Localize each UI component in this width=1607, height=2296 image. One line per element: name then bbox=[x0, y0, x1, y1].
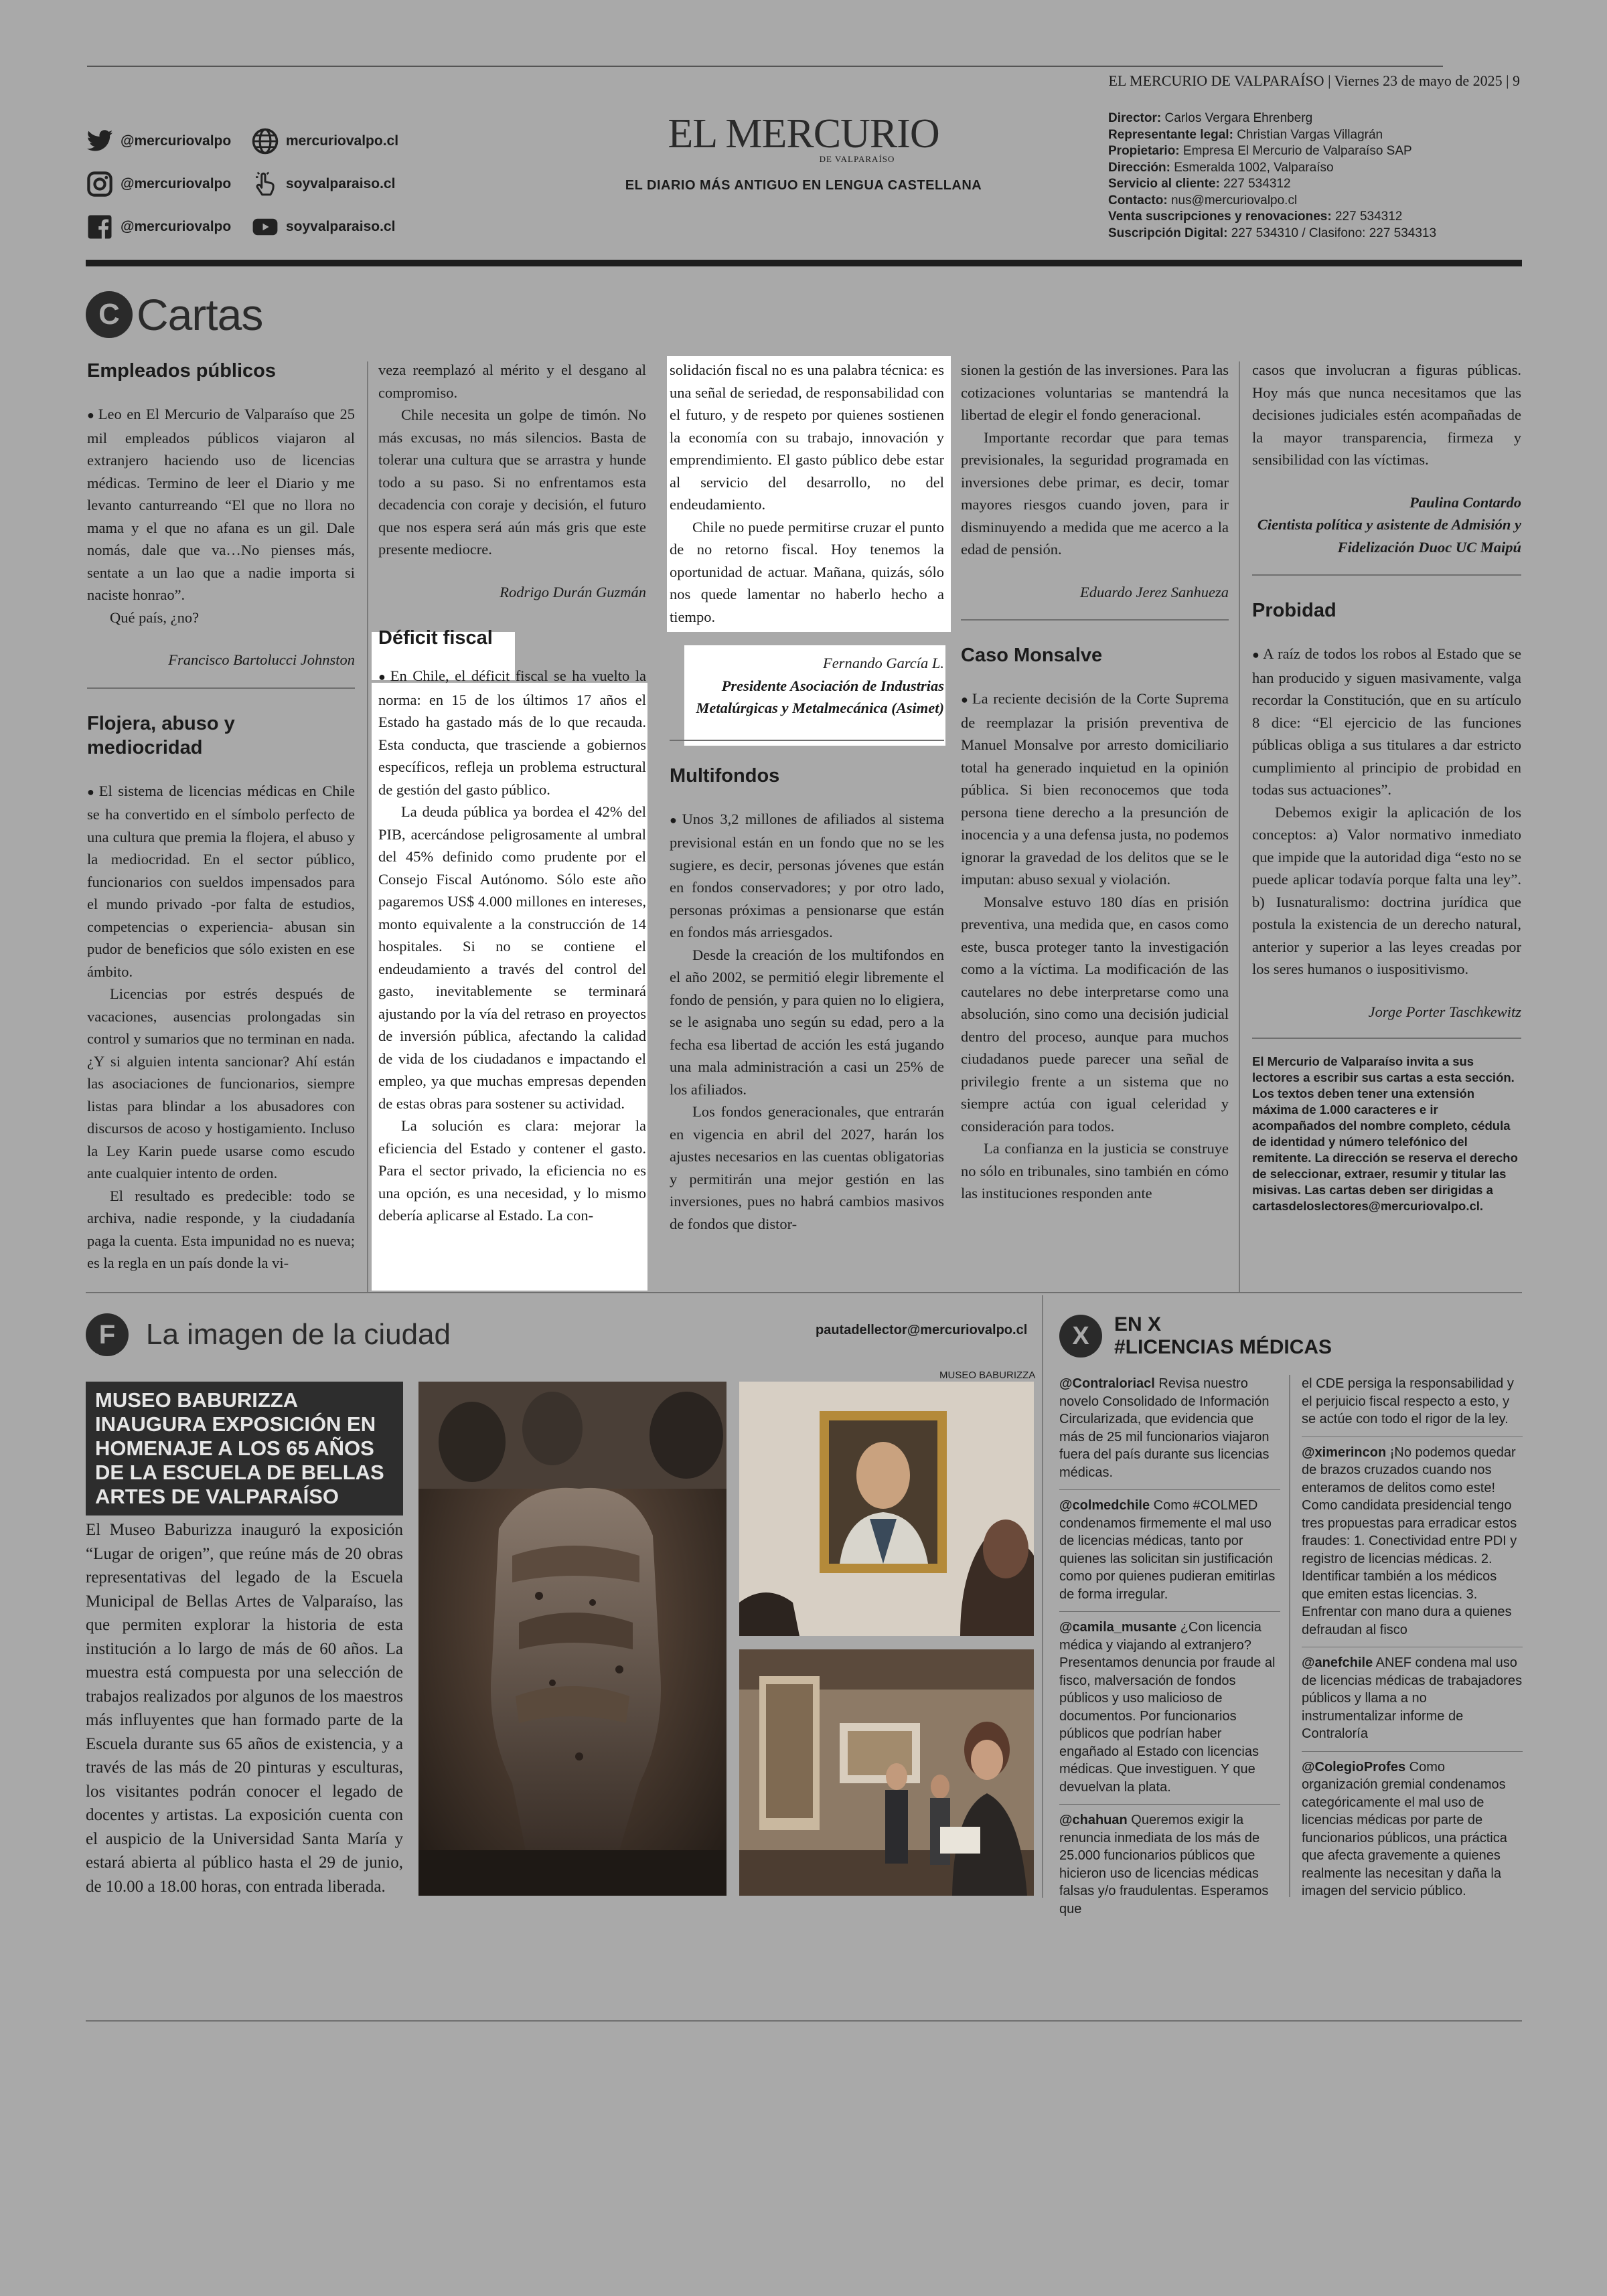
enx-title-line2: #LICENCIAS MÉDICAS bbox=[1114, 1336, 1332, 1358]
separator bbox=[87, 687, 355, 689]
folio: EL MERCURIO DE VALPARAÍSO | Viernes 23 de mayo de 2025 | 9 bbox=[1108, 72, 1520, 89]
letter-heading: Multifondos bbox=[670, 764, 780, 787]
staff-line: Suscripción Digital: 227 534310 / Clasifono: 227 534313 bbox=[1108, 226, 1437, 240]
submission-notice: El Mercurio de Valparaíso invita a sus lectores a escribir sus cartas a esta sección. Los textos deben tener una extensión máxima de 1.000 caracteres e ir acompañados del nombre completo, cédula de identidad y número telefónico del remitente. La dirección se reserva el derecho de seleccionar, extraer, resumir y titular las misivas. Las cartas deben ser dirigidas a cartasdeloslectores@mercuriovalpo.cl. bbox=[1252, 1054, 1518, 1213]
header-thick-rule bbox=[86, 260, 1522, 266]
letter-signature-title: Presidente Asociación de Industrias Metalúrgicas y Metalmecánica (Asimet) bbox=[696, 677, 944, 716]
tweet bbox=[1059, 1375, 1280, 1490]
tweet bbox=[1302, 1758, 1523, 1908]
letter-paragraph: Chile no puede permitirse cruzar el punto de no retorno fiscal. Hoy tenemos la oportunidad de actuar. Mañana, quizás, sólo nos quede lamentar no haberlo hecho a tiempo. bbox=[670, 518, 944, 625]
tweet-text: Queremos exigir la renuncia inmediata de los más de 25.000 funcionarios públicos que hicieron uso de licencias médicas falsas y/o fraudulentas. Esperamos que bbox=[1059, 1813, 1269, 1916]
tweet-handle[interactable]: @chahuan bbox=[1059, 1813, 1128, 1827]
gallery-visitors-photo bbox=[739, 1649, 1034, 1896]
photo-credit: MUSEO BABURIZZA bbox=[939, 1370, 1036, 1381]
masthead-subtitle: DE VALPARAÍSO bbox=[819, 154, 895, 164]
letter-paragraph: veza reemplazó al mérito y el desgano al compromiso. bbox=[378, 361, 646, 401]
staff-line: Representante legal: Christian Vargas Villagrán bbox=[1108, 127, 1383, 142]
social-youtube[interactable] bbox=[251, 213, 398, 241]
letter-paragraph: Monsalve estuvo 180 días en prisión preventiva, una medida que, en casos como este, busca proteger tanto la investigación como a la víctima. La modificación de las cautelares no debe interpretarse como una absolución, sino como una decisión judicial dentro del proceso, aunque para muchos ciudadanos puede parecer una señal de privilegio frente a un sistema que no siempre actúa con igual celeridad y consideración para todos. bbox=[961, 893, 1229, 1135]
letter-paragraph: Licencias por estrés después de vacaciones, ausencias prolongadas sin control y sumarios que no terminan en nada. ¿Y si alguien intenta sancionar? Ahí están las asociaciones de funcionarios, siempre listas para blindar a los abusadores con discursos de acoso y hostigamiento. Incluso la Ley Karin puede usarse como escudo ante cualquier intento de orden. bbox=[87, 985, 355, 1181]
portrait-painting-photo bbox=[739, 1382, 1034, 1636]
enx-section-header bbox=[1059, 1313, 1332, 1359]
enx-title bbox=[1114, 1313, 1332, 1359]
letter-paragraph: La solución es clara: mejorar la eficiencia del Estado y contener el gasto. Para el sector privado, la eficiencia no es una opción, es una necesidad, y lo mismo debería aplicarse al Estado. La con- bbox=[378, 1117, 646, 1224]
letter-paragraph: ● El sistema de licencias médicas en Chile se ha convertido en el símbolo perfecto de una cultura que premia la flojera, el abuso y la mediocridad. En el sector público, funcionarios con sueldos impensados para el mundo privado -por falta de estudios, competencias o experiencia- abusan sin pudor de beneficios que sólo existen en ese ámbito. bbox=[87, 780, 355, 983]
letter-signature: Rodrigo Durán Guzmán bbox=[500, 583, 646, 600]
letter-heading: Empleados públicos bbox=[87, 360, 276, 382]
letter-paragraph: Desde la creación de los multifondos en el año 2002, se permitió elegir libremente el fondo de pensión, y para quien no lo eligiera, se le asignaba uno según su edad, pero a la fecha esa libertad de acción les está jugando una mala administración a casi un 25% de los afiliados. bbox=[670, 946, 944, 1098]
tweet-text: ANEF condena mal uso de licencias médicas de trabajadores públicos y llama a no instrumentalizar informe de Contraloría bbox=[1302, 1655, 1523, 1741]
tweet-handle[interactable]: @camila_musante bbox=[1059, 1620, 1177, 1635]
social-facebook-label: @mercuriovalpo bbox=[121, 219, 232, 234]
reader-email[interactable]: pautadellector@mercuriovalpo.cl bbox=[816, 1323, 1028, 1337]
letter-paragraph: Los fondos generacionales, que entrarán en vigencia en abril del 2027, harán los ajustes necesarios en las cuentas obligatorias y permitirán una mejor gestión en las inversiones, pues no habrá cambios masivos de fondos que distor- bbox=[670, 1103, 944, 1232]
column-divider bbox=[1043, 1237, 1045, 1906]
imagen-section-header bbox=[86, 1313, 451, 1356]
bottom-rule bbox=[86, 2020, 1522, 2022]
letters-column-4 bbox=[961, 359, 1229, 1205]
enx-title-line1: EN X bbox=[1114, 1313, 1162, 1335]
letter-paragraph: Qué país, ¿no? bbox=[110, 608, 200, 626]
letters-column-3 bbox=[670, 359, 944, 1235]
sculpture-photo bbox=[418, 1382, 726, 1896]
tweet-handle[interactable]: @Contraloriacl bbox=[1059, 1376, 1155, 1391]
letter-paragraph: ● La reciente decisión de la Corte Suprema de reemplazar la prisión preventiva de Manuel Monsalve por arresto domiciliario total ha generado inquietud en la opinión pública. Si bien reconocemos que toda persona tiene derecho a la presunción de inocencia y a una defensa justa, no podemos ignorar la gravedad de los delitos que se le imputan: abuso sexual y violación. bbox=[961, 687, 1229, 891]
tweet bbox=[1302, 1375, 1523, 1437]
tweets-column-2 bbox=[1302, 1375, 1523, 1915]
letters-column-2 bbox=[378, 359, 646, 1227]
tweet-text: el CDE persiga la responsabilidad y el perjuicio fiscal respecto a esto, y se actúe con todo el rigor de la ley. bbox=[1302, 1376, 1514, 1426]
column-divider bbox=[1289, 1375, 1290, 1897]
letter-paragraph: La confianza en la justicia se construye no sólo en tribunales, sino también en cómo las instituciones responden ante bbox=[961, 1140, 1229, 1202]
masthead-tagline: EL DIARIO MÁS ANTIGUO EN LENGUA CASTELLANA bbox=[625, 178, 982, 193]
letter-paragraph: ● En Chile, el déficit fiscal se ha vuelto la norma: en 15 de los últimos 17 años el Estado ha gastado más de lo que recauda. Esta conducta, que trasciende a gobiernos específicos, refleja un problema estructural de gestión del gasto público. bbox=[378, 665, 646, 801]
letter-signature: Eduardo Jerez Sanhueza bbox=[1079, 583, 1229, 600]
section-badge-c: C bbox=[86, 291, 133, 338]
staff-line: Director: Carlos Vergara Ehrenberg bbox=[1108, 111, 1313, 125]
separator bbox=[670, 740, 944, 741]
museum-body: El Museo Baburizza inauguró la exposición “Lugar de origen”, que reúne más de 20 obras representativas del legado de la Escuela Municipal de Bellas Artes de Valparaíso, las que permiten explorar la historia de esta institución a lo largo de más de 60 años. La muestra está compuesta por una selección de trabajos realizados por algunos de los maestros más influyentes que han formado parte de la Escuela durante sus 65 años de existencia, y a través de las más de 20 pinturas y esculturas, los visitantes podrán conocer el legado de docentes y artistas. La exposición cuenta con el auspicio de la Universidad Santa María y estará abierta al público hasta el 29 de junio, de 10.00 a 18.00 horas, con entrada liberada. bbox=[86, 1521, 403, 1896]
letter-paragraph: ● A raíz de todos los robos al Estado que se han producido y siguen masivamente, valga recordar la Constitución, que en su artículo 8 dice: “El ejercicio de las funciones públicas obliga a sus titulares a dar estricto cumplimiento al principio de probidad en todas sus actuaciones”. bbox=[1252, 643, 1521, 801]
staff-line: Propietario: Empresa El Mercurio de Valparaíso SAP bbox=[1108, 144, 1412, 158]
letter-paragraph: casos que involucran a figuras públicas. Hoy más que nunca necesitamos que las decisiones judiciales estén acompañadas de la mayor transparencia, firmeza y sensibilidad con las víctimas. bbox=[1252, 361, 1521, 468]
separator bbox=[961, 619, 1229, 621]
museum-headline: MUSEO BABURIZZA INAUGURA EXPOSICIÓN EN HOMENAJE A LOS 65 AÑOS DE LA ESCUELA DE BELLAS ARTES DE VALPARAÍSO bbox=[86, 1382, 403, 1515]
column-divider bbox=[1239, 361, 1240, 1292]
tweet-text: ¡No podemos quedar de brazos cruzados cuando nos enteramos de delitos como este! Como candidata presidencial tengo tres propuestas para erradicar estos fraudes: 1. Conectividad entre PDI y registro de licencias médicas. 2. Identificar también a los médicos que emiten estas licencias. 3. Enfrentar con mano dura a quienes defraudan al fisco bbox=[1302, 1445, 1517, 1637]
social-web-label: mercuriovalpo.cl bbox=[286, 133, 399, 149]
letter-paragraph: Debemos exigir la aplicación de los conceptos: a) Valor normativo inmediato que impide que la autoridad diga “esto no se puede aplicar todavía porque falta una ley”. b) Iusnaturalismo: doctrina jurídica que postula la existencia de un derecho natural, anterior y superior a las leyes creadas por los seres humanos o iuspositivismo. bbox=[1252, 803, 1521, 977]
letter-signature: Fernando García L. bbox=[822, 655, 944, 671]
portrait-painting-image bbox=[739, 1382, 1034, 1636]
letter-paragraph: El resultado es predecible: todo se archiva, nadie responde, y la ciudadanía paga la cuenta. Esta impunidad no es nueva; es la regla en un país donde la vi- bbox=[87, 1187, 355, 1271]
social-soyvalparaiso-label: soyvalparaiso.cl bbox=[286, 176, 396, 191]
letter-signature: Paulina Contardo bbox=[1409, 493, 1521, 511]
sculpture-image bbox=[418, 1382, 726, 1896]
tweet-text: Revisa nuestro novelo Consolidado de Información Circularizada, que evidencia que más de 25 mil funcionarios viajaron fuera del país durante sus licencias médicas. bbox=[1059, 1376, 1270, 1480]
top-rule bbox=[87, 66, 1443, 67]
tweets-column-1 bbox=[1059, 1375, 1280, 1933]
gallery-visitors-image bbox=[739, 1649, 1034, 1896]
tweet-handle[interactable]: @ColegioProfes bbox=[1302, 1759, 1406, 1775]
tweet-text: Como #COLMED condenamos firmemente el mal uso de licencias médicas, tanto por quienes las solicitan sin justificación como por quienes pudieran emitirlas de forma irregular. bbox=[1059, 1498, 1276, 1602]
tweet bbox=[1302, 1444, 1523, 1648]
letter-heading: Caso Monsalve bbox=[961, 645, 1103, 666]
staff-line: Contacto: nus@mercuriovalpo.cl bbox=[1108, 193, 1298, 208]
tweet-handle[interactable]: @colmedchile bbox=[1059, 1498, 1150, 1513]
column-divider bbox=[367, 361, 368, 1292]
staff-line: Servicio al cliente: 227 534312 bbox=[1108, 177, 1291, 191]
letter-heading: Probidad bbox=[1252, 600, 1336, 621]
letter-paragraph: ● Leo en El Mercurio de Valparaíso que 25 mil empleados públicos viajaron al extranjero haciendo uso de licencias médicas. Termino de leer el Diario y me levanto canturreando “El que no llora no mama y el que no afana es un gil. Dale nomás, dale que va…No pienses más, sentate a un lao que a nadie importa si naciste honrao”. bbox=[87, 403, 355, 606]
tweet-handle[interactable]: @ximerincon bbox=[1302, 1445, 1387, 1460]
separator bbox=[1252, 574, 1521, 576]
section-title: La imagen de la ciudad bbox=[146, 1318, 451, 1351]
letter-signature-title: Cientista política y asistente de Admisión y Fidelización Duoc UC Maipú bbox=[1257, 516, 1521, 556]
social-instagram-label: @mercuriovalpo bbox=[121, 176, 232, 191]
letter-heading: Déficit fiscal bbox=[378, 627, 493, 649]
social-facebook[interactable] bbox=[86, 213, 231, 241]
letter-paragraph: ● Unos 3,2 millones de afiliados al sistema previsional están en un fondo que no se les sugiere, es decir, personas jóvenes que están en fondos conservadores; y por otro lado, personas próximas a pensionarse que están en fondos más arriesgados. bbox=[670, 808, 944, 944]
letter-heading: Flojera, abuso y mediocridad bbox=[87, 712, 235, 758]
youtube-icon bbox=[251, 213, 279, 241]
letters-column-5 bbox=[1252, 359, 1521, 1214]
staff-line: Venta suscripciones y renovaciones: 227 534312 bbox=[1108, 210, 1403, 224]
social-youtube-label: soyvalparaiso.cl bbox=[286, 219, 396, 234]
section-rule bbox=[86, 1292, 1522, 1293]
staff-box bbox=[1108, 110, 1436, 242]
section-badge-x: X bbox=[1059, 1315, 1102, 1358]
section-badge-f: F bbox=[86, 1313, 129, 1356]
social-twitter-label: @mercuriovalpo bbox=[121, 133, 232, 149]
tweet-text: Como organización gremial condenamos categóricamente el mal uso de licencias médicas por parte de funcionarios públicos, una práctica que afecta gravemente a quienes realmente las necesitan y daña la imagen del servicio público. bbox=[1302, 1759, 1507, 1898]
staff-line: Dirección: Esmeralda 1002, Valparaíso bbox=[1108, 160, 1334, 175]
section-title: Cartas bbox=[137, 290, 263, 339]
letter-signature: Francisco Bartolucci Johnston bbox=[168, 651, 355, 668]
letter-paragraph: solidación fiscal no es una palabra técnica: es una señal de seriedad, de responsabilidad con el futuro, y de respeto por quienes sostienen la economía con su trabajo, innovación y emprendimiento. El gasto público debe estar al servicio del desarrollo, no del endeudamiento. bbox=[670, 361, 944, 513]
letter-paragraph: sionen la gestión de las inversiones. Para las cotizaciones voluntarias se mantendrá la libertad de elegir el fondo generacional. bbox=[961, 361, 1229, 423]
tweet-text: ¿Con licencia médica y viajando al extranjero? Presentamos denuncia por fraude al fisco, malversación de fondos públicos y uso malicioso de documentos. Por funcionarios públicos que podrían haber engañado al Estado con licencias médicas. Que investiguen. Y que devuelvan la plata. bbox=[1059, 1620, 1276, 1795]
masthead-title: EL MERCURIO bbox=[668, 111, 939, 157]
separator bbox=[1252, 1038, 1521, 1039]
letter-paragraph: Importante recordar que para temas previsionales, la seguridad programada en inversiones debe primar, es decir, tomar mayores riesgos cuando joven, para ir disminuyendo a medida que me acerco a la edad de pensión. bbox=[961, 428, 1229, 558]
tweet bbox=[1059, 1811, 1280, 1926]
cartas-section-header bbox=[86, 289, 262, 340]
tweet-handle[interactable]: @anefchile bbox=[1302, 1655, 1373, 1670]
column-divider bbox=[1042, 1295, 1043, 1898]
letter-paragraph: La deuda pública ya bordea el 42% del PIB, acercándose peligrosamente al umbral del 45% definido como prudente por el Consejo Fiscal Autónomo. Sólo este año pagaremos US$ 4.000 millones en intereses, monto equivalente a la construcción de 14 hospitales. Si no se contiene el endeudamiento a través del control del gasto, inevitablemente se terminará ajustando por la vía del retraso en proyectos de inversión pública, afectando la calidad de vida de los ciudadanos e impactando el empleo, ya que muchas empresas dependen de estas obras para sostener su actividad. bbox=[378, 803, 646, 1112]
tweet bbox=[1059, 1497, 1280, 1612]
letters-column-1 bbox=[87, 359, 355, 1275]
facebook-icon bbox=[86, 213, 114, 241]
tweet bbox=[1302, 1654, 1523, 1752]
tweet bbox=[1059, 1619, 1280, 1805]
letter-paragraph: Chile necesita un golpe de timón. No más excusas, no más silencios. Basta de tolerar una cultura que se arrastra y hunde todo a su paso. Si no enfrentamos esta decadencia con coraje y decisión, el futuro que nos espera será aún más gris que este presente mediocre. bbox=[378, 406, 646, 558]
letter-signature: Jorge Porter Taschkewitz bbox=[1368, 1003, 1521, 1020]
